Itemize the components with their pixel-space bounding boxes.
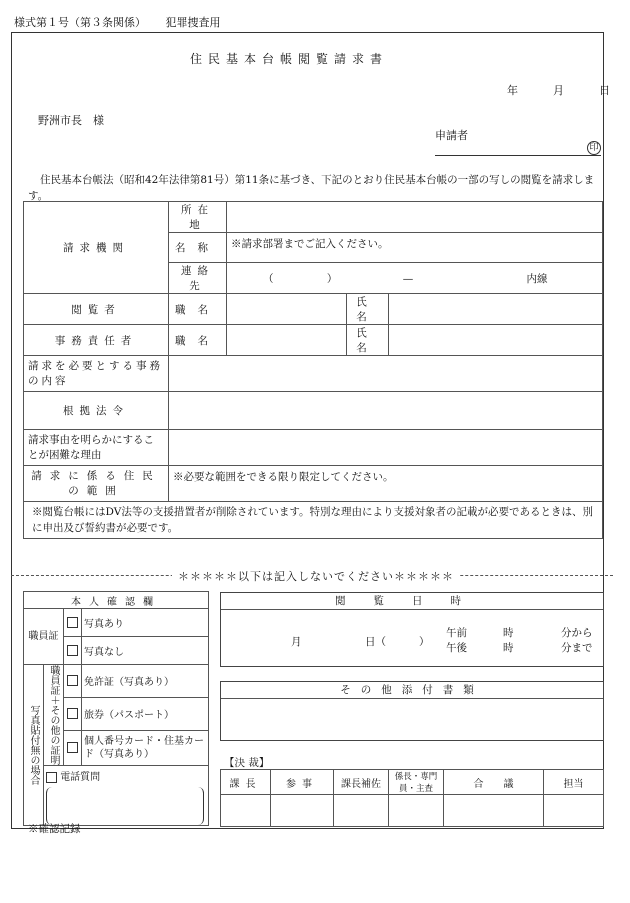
scope-note: ※必要な範囲をできる限り限定してください。 <box>173 471 394 483</box>
decision-stamp-staff[interactable] <box>544 795 604 827</box>
form-title: 住民基本台帳閲覧請求書 <box>190 52 389 66</box>
form-number <box>14 14 221 30</box>
decision-stamp-deputy[interactable] <box>334 795 389 827</box>
phone-label: 電話質問 <box>60 772 101 783</box>
manager-name-label: 氏名 <box>347 325 389 356</box>
photo-yes-checkbox[interactable] <box>64 609 82 637</box>
office-only-label: ＊＊＊＊＊以下は記入しないでください＊＊＊＊＊ <box>172 568 460 584</box>
decision-col-deputy: 課長補佐 <box>334 770 389 795</box>
contact-dash: — <box>402 272 414 285</box>
difficulty-reason-input[interactable] <box>169 430 603 466</box>
decision-stamp-chief[interactable] <box>221 795 271 827</box>
view-hour-1: 時 <box>503 627 514 639</box>
decision-col-chief: 課長 <box>221 770 271 795</box>
identity-title: 本人確認欄 <box>24 592 209 609</box>
phone-notes-bracket[interactable] <box>46 787 204 825</box>
intro-text: 住民基本台帳法（昭和42年法律第81号）第11条に基づき、下記のとおり住民基本台帳の一部の写しの閲覧を請求します。 <box>28 174 595 202</box>
scope-input[interactable] <box>169 466 603 502</box>
manager-position-input[interactable] <box>227 325 347 356</box>
phone-inquiry-cell[interactable] <box>44 766 209 826</box>
contact-paren-open: （ <box>263 272 274 285</box>
mynumber-checkbox[interactable] <box>64 730 82 765</box>
license-label: 免許証（写真あり） <box>82 665 209 698</box>
confirm-record-label: ※確認記録 <box>28 823 81 835</box>
decision-stamp-consult[interactable] <box>444 795 544 827</box>
viewing-datetime-box <box>220 592 604 667</box>
decision-col-counselor: 参事 <box>271 770 334 795</box>
date-line <box>507 82 610 98</box>
manager-label: 事務責任者 <box>24 325 169 356</box>
no-photo-case-label: 写真貼付無の場合 <box>24 665 44 826</box>
form-purpose: 犯罪捜査用 <box>165 16 221 29</box>
decision-col-consult: 合 議 <box>444 770 544 795</box>
viewer-name-input[interactable] <box>389 294 603 325</box>
view-to: 分まで <box>561 642 593 654</box>
decision-col-staff: 担当 <box>544 770 604 795</box>
viewer-position-input[interactable] <box>227 294 347 325</box>
attachments-input[interactable] <box>221 699 603 739</box>
view-pm: 午後 <box>446 642 467 654</box>
decision-stamp-counselor[interactable] <box>271 795 334 827</box>
passport-checkbox[interactable] <box>64 697 82 730</box>
date-year: 年 <box>507 84 518 97</box>
identity-table <box>23 591 209 826</box>
passport-label: 旅券（パスポート） <box>82 697 209 730</box>
difficulty-reason-label: 請求事由を明らかにすることが困難な理由 <box>24 430 169 466</box>
request-table <box>23 201 603 539</box>
view-close: ） <box>419 636 430 648</box>
name-label: 名称 <box>169 233 227 263</box>
dv-note: ※閲覧台帳にはDV法等の支援措置者が削除されています。特別な理由により支援対象者の記載が必要であるときは、別に申出及び誓約書が必要です。 <box>24 502 603 539</box>
decision-stamp-subsection[interactable] <box>389 795 444 827</box>
viewer-position-label: 職名 <box>169 294 227 325</box>
viewing-datetime-fields[interactable] <box>221 610 603 666</box>
duty-content-label: 請求を必要とする事務の内容 <box>24 356 169 392</box>
view-month: 月 <box>291 636 302 648</box>
duty-content-input[interactable] <box>169 356 603 392</box>
view-hour-2: 時 <box>503 642 514 654</box>
view-day: 日（ <box>365 636 386 648</box>
applicant-label: 申請者 <box>435 129 468 142</box>
form-number-text: 様式第１号（第３条関係） <box>14 16 146 29</box>
contact-input[interactable] <box>227 263 603 294</box>
legal-basis-input[interactable] <box>169 392 603 430</box>
scope-label: 請求に係る住民の範囲 <box>24 466 169 502</box>
decision-table <box>220 769 604 827</box>
manager-position-label: 職名 <box>169 325 227 356</box>
date-day: 日 <box>599 84 610 97</box>
staff-id-label: 職員証 <box>24 609 64 665</box>
decision-col-subsection: 係長・専門員・主査 <box>389 770 444 795</box>
view-am: 午前 <box>446 627 467 639</box>
extension-label: 内線 <box>526 272 548 285</box>
viewing-datetime-title: 閲覧日時 <box>221 593 603 610</box>
viewer-name-label: 氏名 <box>347 294 389 325</box>
date-month: 月 <box>553 84 564 97</box>
name-note: ※請求部署までご記入ください。 <box>231 238 389 250</box>
contact-paren-close: ） <box>326 272 338 285</box>
contact-label: 連絡先 <box>169 263 227 294</box>
requesting-agency-label: 請求機関 <box>24 202 169 294</box>
addressee: 野洲市長 様 <box>38 114 104 127</box>
seal-mark: 印 <box>587 141 601 155</box>
decision-label: 【決 裁】 <box>224 757 270 769</box>
attachments-box <box>220 681 604 741</box>
viewer-label: 閲覧者 <box>24 294 169 325</box>
manager-name-input[interactable] <box>389 325 603 356</box>
view-from: 分から <box>561 627 593 639</box>
staff-plus-label: 職員証＋その他の証明 <box>44 665 64 766</box>
photo-no-checkbox[interactable] <box>64 637 82 665</box>
applicant-signature-line[interactable] <box>435 141 601 156</box>
photo-yes-label: 写真あり <box>82 609 209 637</box>
legal-basis-label: 根拠法令 <box>24 392 169 430</box>
mynumber-label: 個人番号カード・住基カード（写真あり） <box>82 730 209 765</box>
name-input[interactable] <box>227 233 603 263</box>
location-input[interactable] <box>227 202 603 233</box>
photo-no-label: 写真なし <box>82 637 209 665</box>
location-label: 所在地 <box>169 202 227 233</box>
license-checkbox[interactable] <box>64 665 82 698</box>
attachments-title: その他添付書類 <box>221 682 603 699</box>
